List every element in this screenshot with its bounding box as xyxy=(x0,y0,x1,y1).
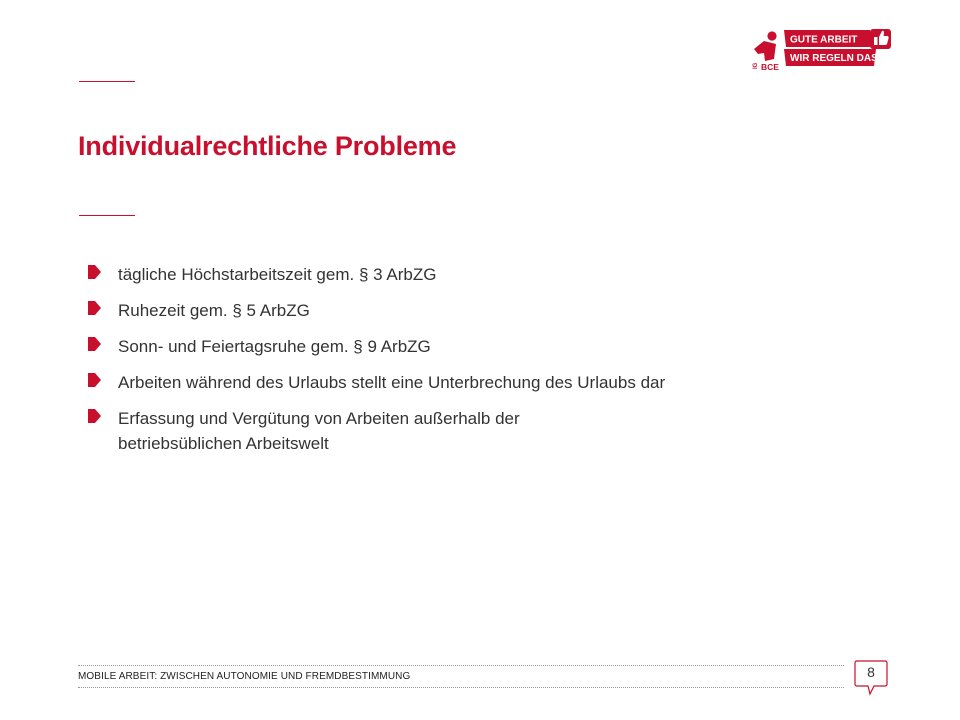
bullet-marker-icon xyxy=(88,337,102,351)
logo-figure-body xyxy=(754,41,776,61)
bullet-text: Sonn- und Feiertagsruhe gem. § 9 ArbZG xyxy=(118,337,431,356)
bullet-text: Ruhezeit gem. § 5 ArbZG xyxy=(118,301,310,320)
title-rule-bottom xyxy=(79,215,135,216)
footer-text: MOBILE ARBEIT: ZWISCHEN AUTONOMIE UND FREMDBESTIMMUNG xyxy=(78,671,411,682)
page-number: 8 xyxy=(867,664,875,680)
bullet-marker-icon xyxy=(88,301,102,315)
logo-org-prefix: IG xyxy=(753,62,759,69)
footer-divider-bottom xyxy=(78,687,844,688)
bullet-text: tägliche Höchstarbeitszeit gem. § 3 ArbZG xyxy=(118,265,437,284)
bullet-item xyxy=(88,298,848,323)
logo-line2: WIR REGELN DAS xyxy=(790,53,878,64)
gute-arbeit-logo xyxy=(752,27,894,71)
title-rule-top xyxy=(79,81,135,82)
bullet-item xyxy=(88,262,848,287)
bullet-text: Arbeiten während des Urlaubs stellt eine Unterbrechung des Urlaubs dar xyxy=(118,373,666,392)
logo-org: BCE xyxy=(761,62,779,71)
bullet-item xyxy=(88,334,848,359)
footer-divider-top xyxy=(78,665,844,666)
slide-title: Individualrechtliche Probleme xyxy=(78,131,457,161)
bullet-list xyxy=(88,262,848,467)
bullet-marker-icon xyxy=(88,265,102,279)
logo-figure-head xyxy=(767,31,776,40)
bullet-text: Erfassung und Vergütung von Arbeiten außerhalb der xyxy=(118,409,520,428)
bullet-item xyxy=(88,370,848,395)
logo-line1: GUTE ARBEIT xyxy=(790,34,858,46)
bullet-marker-icon xyxy=(88,409,102,423)
bullet-marker-icon xyxy=(88,373,102,387)
bullet-text-continued: betriebsüblichen Arbeitswelt xyxy=(118,434,329,453)
bullet-item xyxy=(88,406,848,456)
